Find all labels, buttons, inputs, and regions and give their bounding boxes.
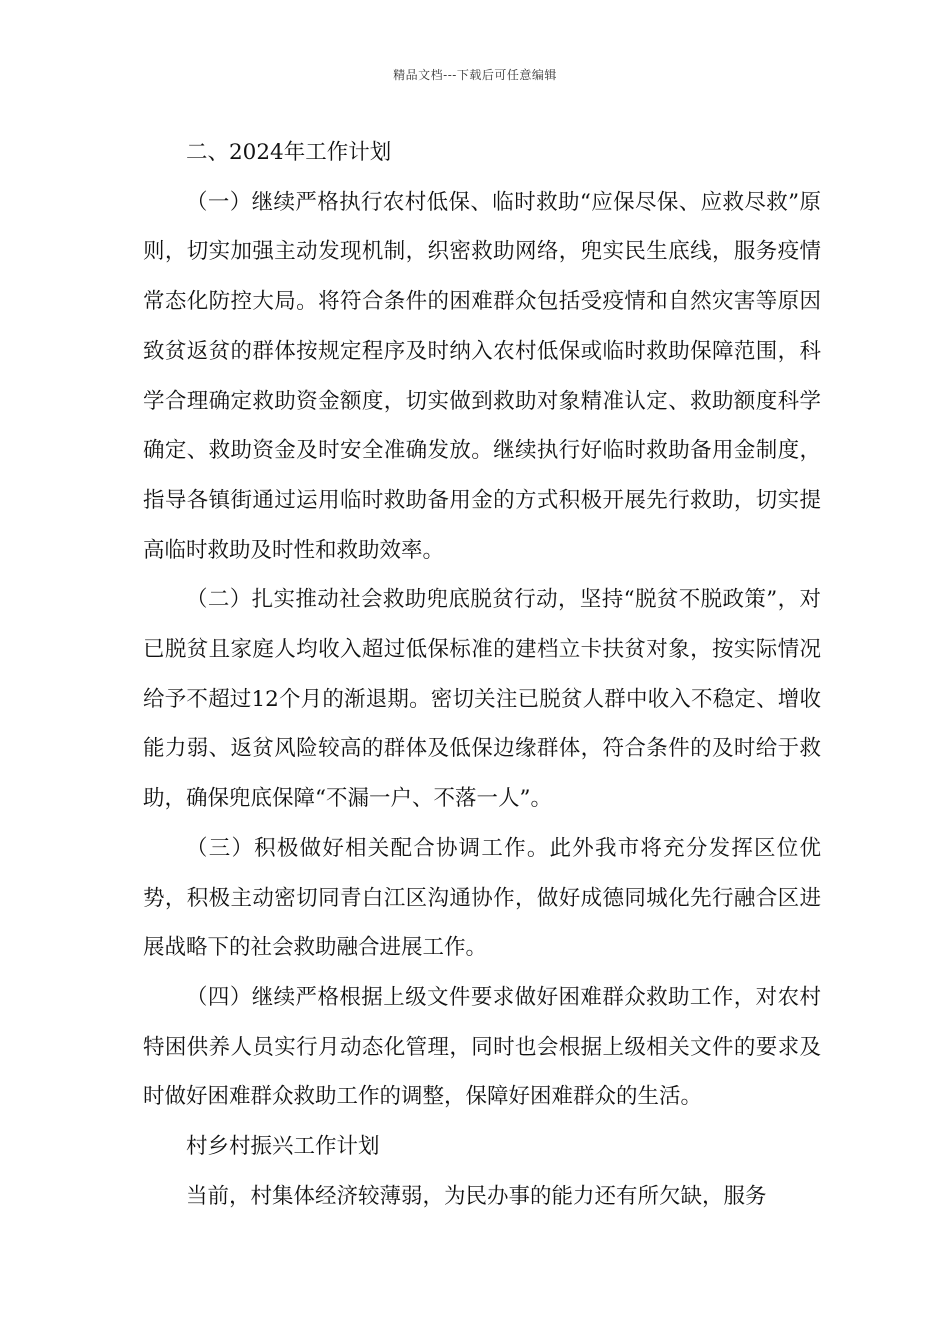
paragraph-4: （四）继续严格根据上级文件要求做好困难群众救助工作，对农村特困供养人员实行月动态化管理，同时也会根据上级相关文件的要求及时做好困难群众救助工作的调整，保障好困难群众的生活。 xyxy=(143,984,821,1110)
page-header: 精品文档---下载后可任意编辑 xyxy=(393,68,557,82)
paragraph-3: （三）积极做好相关配合协调工作。此外我市将充分发挥区位优势，积极主动密切同青白江区沟通协作，做好成德同城化先行融合区进展战略下的社会救助融合进展工作。 xyxy=(143,835,821,961)
paragraph-2: （二）扎实推动社会救助兜底脱贫行动，坚持“脱贫不脱政策”，对已脱贫且家庭人均收入超过低保标准的建档立卡扶贫对象，按实际情况给予不超过12个月的渐退期。密切关注已脱贫人群中收入不稳定、增收能力弱、返贫风险较高的群体及低保边缘群体，符合条件的及时给于救助，确保兜底保障“不漏一户、不落一人”。 xyxy=(143,587,821,812)
section-heading: 二、2024年工作计划 xyxy=(186,140,392,165)
paragraph-5: 当前，村集体经济较薄弱，为民办事的能力还有所欠缺，服务 xyxy=(186,1183,767,1209)
document-body xyxy=(143,128,821,1221)
paragraph-1: （一）继续严格执行农村低保、临时救助“应保尽保、应救尽救”原则，切实加强主动发现机制，织密救助网络，兜实民生底线，服务疫情常态化防控大局。将符合条件的困难群众包括受疫情和自然灾害等原因致贫返贫的群体按规定程序及时纳入农村低保或临时救助保障范围，科学合理确定救助资金额度，切实做到救助对象精准认定、救助额度科学确定、救助资金及时安全准确发放。继续执行好临时救助备用金制度，指导各镇街通过运用临时救助备用金的方式积极开展先行救助，切实提高临时救助及时性和救助效率。 xyxy=(143,189,821,563)
sub-heading: 村乡村振兴工作计划 xyxy=(186,1134,380,1160)
